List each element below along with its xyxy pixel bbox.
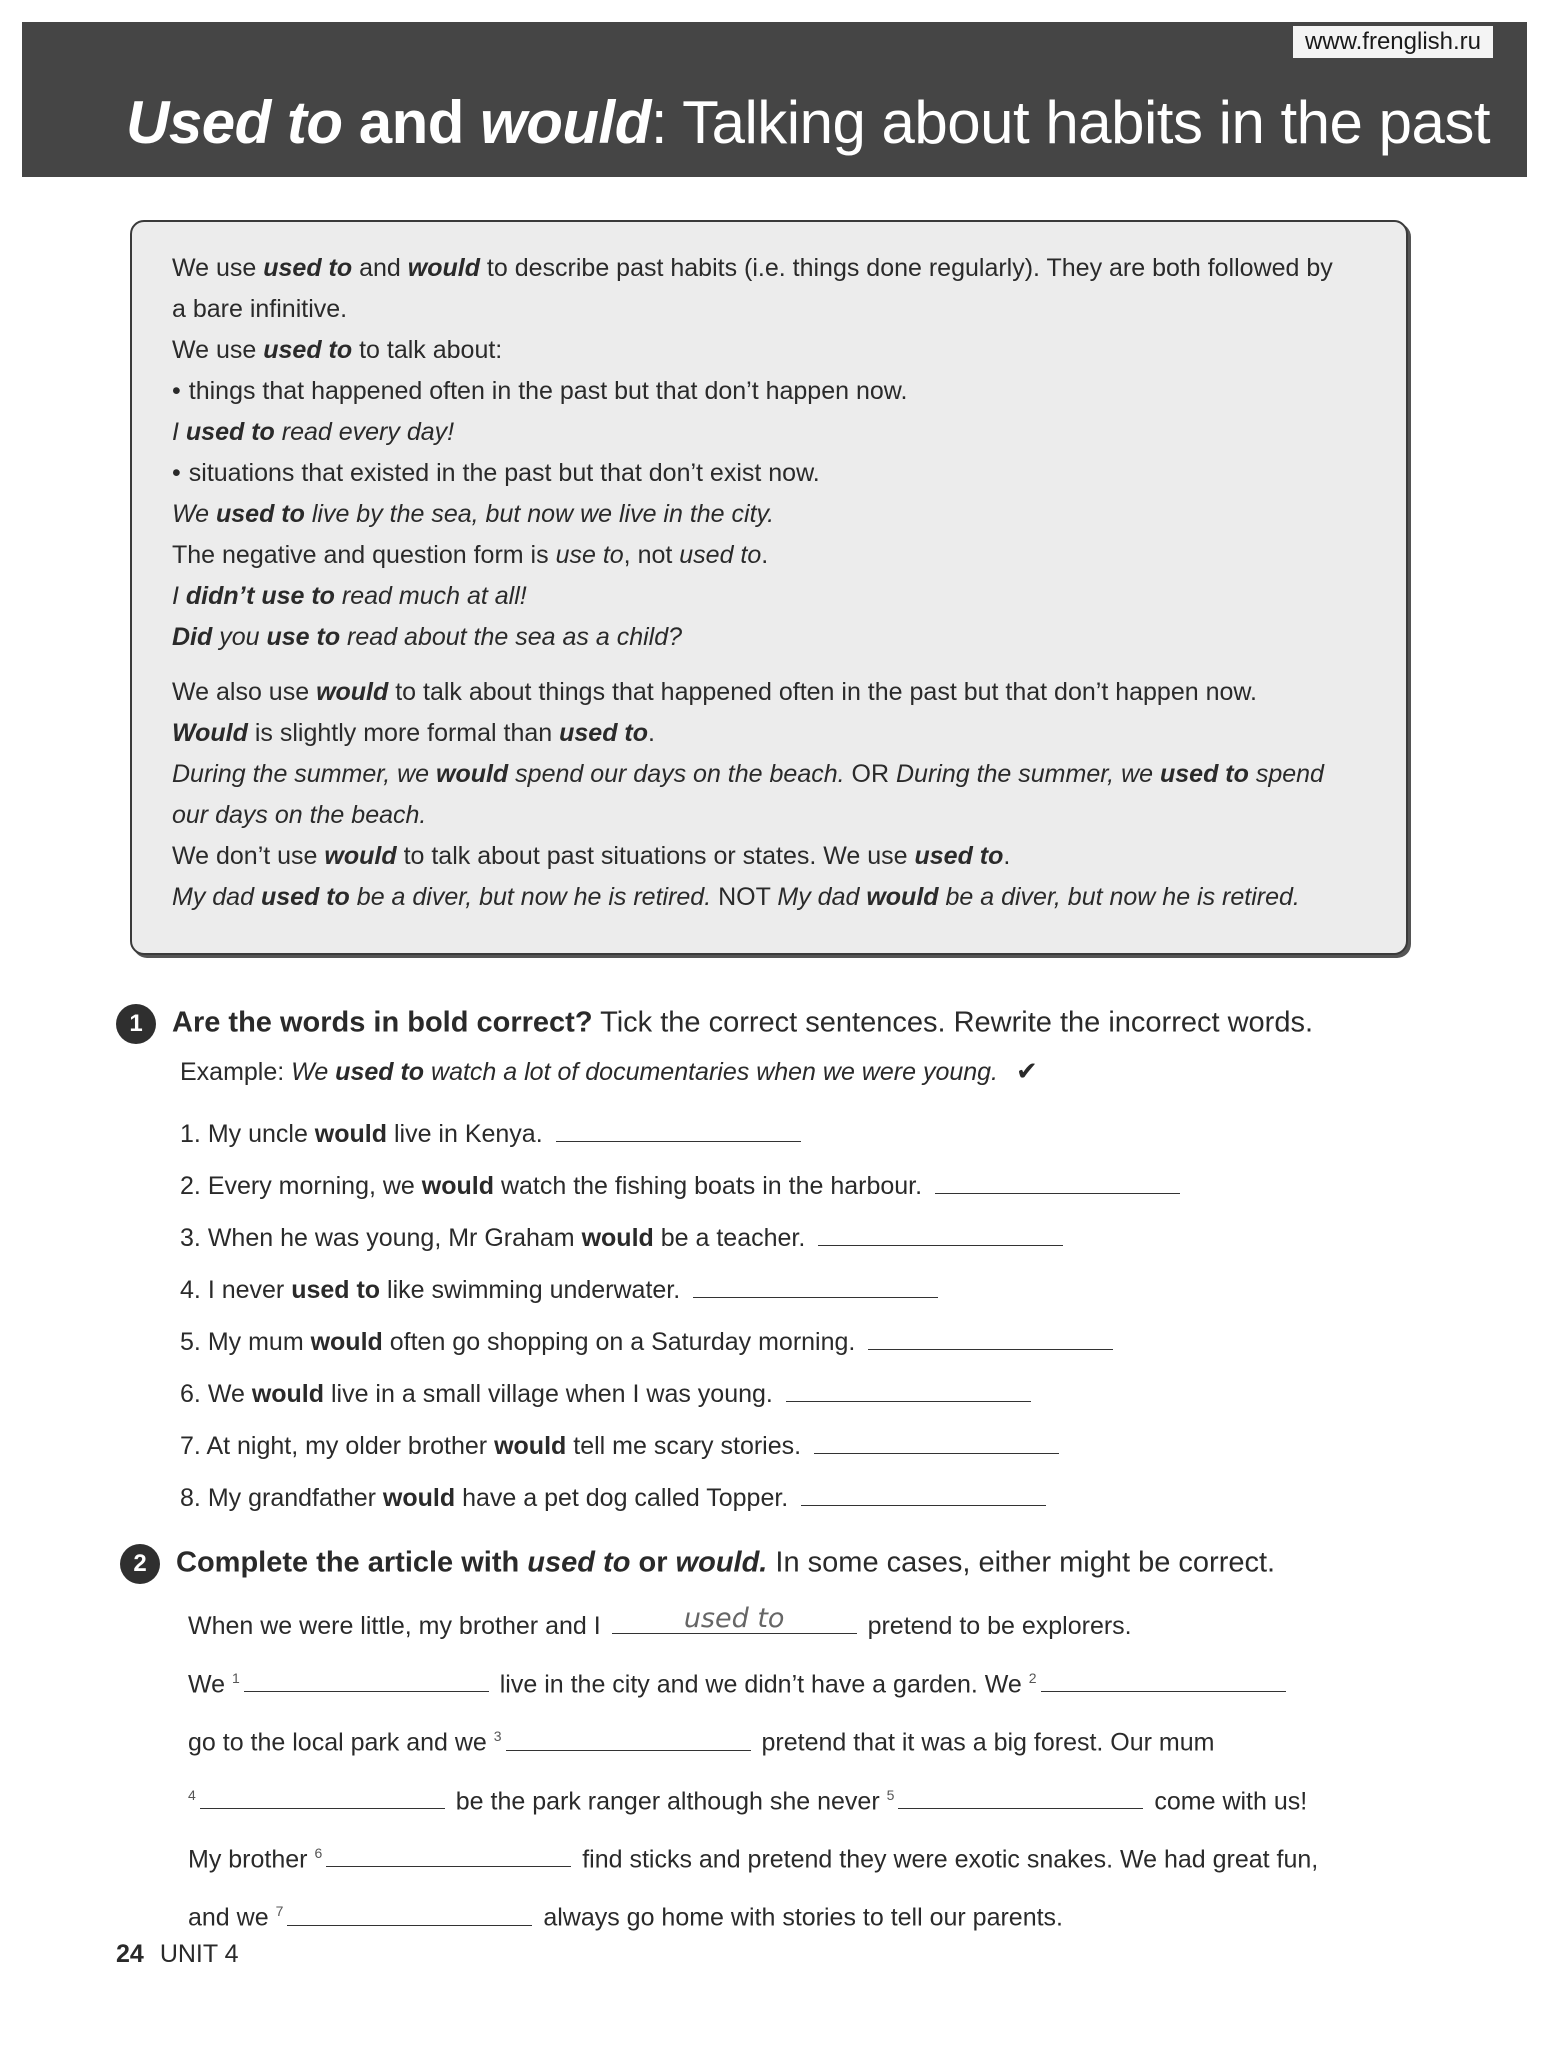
answer-line[interactable] [818,1221,1063,1246]
answer-line[interactable] [556,1117,801,1142]
list-item: 2. Every morning, we would watch the fishing boats in the harbour. [180,1160,1180,1212]
list-item: 6. We would live in a small village when I was young. [180,1368,1180,1420]
header-banner [22,22,1527,177]
grammar-rule-box: We use used to and would to describe past habits (i.e. things done regularly). They are both followed by a bare infinitive. We use used to to talk about: • things that happened often in the past but that don’t happen now. I used to read every day! • situations that existed in the past but that don’t exist now. We used to live by the sea, but now we live in the city. The negative and question form is use to, not used to. I didn’t use to read much at all! Did you use to read about the sea as a child? We also use would to talk about things that happened often in the past but that don’t happen now. Would is slightly more formal than used to. During the summer, we would spend our days on the beach. OR During the summer, we used to spend our days on the beach. We don’t use would to talk about past situations or states. We use used to. My dad used to be a diver, but now he is retired. NOT My dad would be a diver, but now he is retired. [130,220,1408,955]
page-title: Used to and would: Talking about habits in the past [126,89,1490,156]
answer-blank-1[interactable] [244,1665,489,1692]
answer-blank-3[interactable] [506,1724,751,1751]
page-number: 24 [116,1940,144,1968]
answer-blank-6[interactable] [326,1840,571,1867]
answer-line[interactable] [786,1377,1031,1402]
answer-line[interactable] [868,1325,1113,1350]
rule-bullet: • situations that existed in the past but that don’t exist now. [172,453,1366,494]
exercise-1-heading: 1 Are the words in bold correct? Tick the correct sentences. Rewrite the incorrect words. [116,1004,1313,1044]
answer-line[interactable] [814,1429,1059,1454]
answer-blank-2[interactable] [1041,1665,1286,1692]
answer-blank-4[interactable] [200,1782,445,1809]
exercise-2-heading: 2 Complete the article with used to or would. In some cases, either might be correct. [120,1544,1275,1584]
unit-label: UNIT 4 [159,1940,239,1968]
exercise-number-badge: 1 [116,1004,156,1044]
answer-blank-5[interactable] [898,1782,1143,1809]
answer-line[interactable] [935,1169,1180,1194]
list-item: 8. My grandfather would have a pet dog called Topper. [180,1472,1180,1524]
answer-line[interactable] [801,1481,1046,1506]
page-footer [116,1940,239,1969]
list-item: 7. At night, my older brother would tell me scary stories. [180,1420,1180,1472]
tick-mark-icon: ✔ [1016,1056,1038,1086]
answer-blank-7[interactable] [287,1899,532,1926]
exercise-number-badge: 2 [120,1544,160,1584]
exercise-1-example: Example: We used to watch a lot of documentaries when we were young. ✔ [180,1056,1038,1086]
exercise-2-article: When we were little, my brother and I used to pretend to be explorers. We $^1$ live in the city and we didn’t have a garden. We $^2$ go to the local park and we $^3$ pretend that it was a big forest. Our mum $^4$ be the park ranger although she never $^5$ come with us! My brother $^6$ find sticks and pretend they were exotic snakes. We had great fun, and we $^7$ always go home with stories to tell our parents. [188,1603,1319,1932]
rule-bullet: • things that happened often in the past but that don’t happen now. [172,371,1366,412]
example-answer-blank: used to [612,1607,857,1634]
list-item: 4. I never used to like swimming underwater. [180,1264,1180,1316]
list-item: 1. My uncle would live in Kenya. [180,1108,1180,1160]
answer-line[interactable] [693,1273,938,1298]
list-item: 3. When he was young, Mr Graham would be a teacher. [180,1212,1180,1264]
list-item: 5. My mum would often go shopping on a Saturday morning. [180,1316,1180,1368]
exercise-1-list [180,1108,1180,1524]
site-watermark: www.frenglish.ru [1293,26,1493,58]
